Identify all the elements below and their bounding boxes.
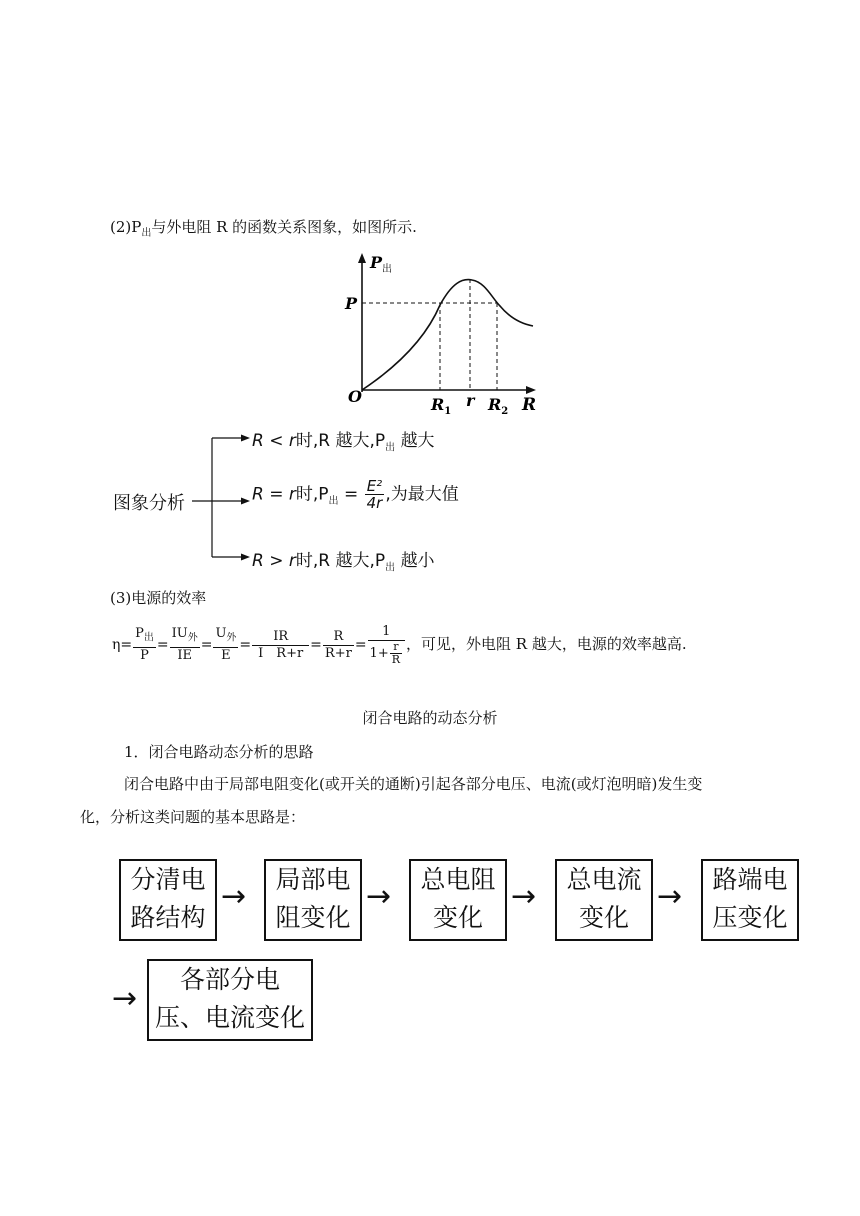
analysis-connectors (190, 430, 250, 570)
flow-box-local-resistance: 局部电 阻变化 (264, 859, 362, 941)
y-axis-label: $P_出$ (370, 253, 393, 275)
flow-box-total-resistance: 总电阻 变化 (409, 859, 507, 941)
item1-title: 1．闭合电路动态分析的思路 (124, 743, 314, 761)
flow-arrow-2: → (366, 879, 392, 914)
x-axis-label: R (522, 395, 537, 415)
fraction-3: $\frac{U_外}{E}$ (215, 626, 237, 663)
analysis-branch1: R < r时,R 越大$,P_出$ 越大 (252, 431, 435, 454)
r2-label: $R_2$ (488, 395, 509, 417)
flow-box-structure: 分清电 路结构 (119, 859, 217, 941)
flow-arrow-4: → (657, 879, 683, 914)
flow-box-total-current: 总电流 变化 (555, 859, 653, 941)
flow-arrow-1: → (221, 879, 247, 914)
fraction-4: $\frac{IR}{\text{I R+r}}$ (252, 629, 309, 662)
r-label: r (466, 391, 475, 410)
paragraph-line-1: 闭合电路中由于局部电阻变化(或开关的通断)引起各部分电压、电流(或灯泡明暗)发生变 (124, 775, 703, 793)
flow-box-partial-voltage-current: 各部分电 压、电流变化 (147, 959, 313, 1041)
analysis-branch2-arrowhead (241, 498, 250, 505)
p-level-label: P (345, 294, 358, 313)
flow-arrow-5: → (112, 981, 138, 1016)
analysis-branch2: R = r时$,P_出$ = $\frac{\text{E²}}{4r}$ ,为最大值 (252, 477, 459, 512)
efficiency-formula: η= $\frac{P_出}{P}$ = $\frac{IU_外}{IE}$ = $\frac{U_外}{E}$ = $\frac{IR}{\text{I R+r}}$ = $\frac{R}{R+r}$ = 1 1+ $\frac{r}{R}$ ，可见，外电阻 R 越大，电源的效率越高. (112, 624, 687, 666)
flow-arrow-3: → (511, 879, 537, 914)
fraction-5: $\frac{R}{R+r}$ (324, 628, 352, 661)
max-power-fraction: $\frac{\text{E²}}{4r}$ (366, 477, 383, 512)
analysis-branch3: R > r时,R 越大$,P_出$ 越小 (252, 551, 435, 574)
fraction-6: 1 1+ $\frac{r}{R}$ (368, 624, 405, 666)
paragraph-line-2: 化，分析这类问题的基本思路是： (80, 808, 306, 826)
fraction-1: $\frac{P_出}{P}$ (135, 626, 154, 663)
analysis-branch1-arrowhead (241, 435, 250, 442)
origin-label: O (348, 387, 362, 406)
section2-prefix: (2)P (110, 218, 142, 236)
analysis-root: 图象分析 (113, 493, 185, 514)
section3-title: (3)电源的效率 (110, 589, 207, 607)
power-curve-graph (340, 250, 540, 420)
r1-label: $R_1$ (431, 395, 452, 417)
flow-box-terminal-voltage: 路端电 压变化 (701, 859, 799, 941)
section2-sub: 出 (141, 228, 152, 239)
section2-text: 与外电阻 R 的函数关系图象，如图所示. (151, 218, 417, 236)
power-curve (362, 280, 533, 390)
section2-line (110, 216, 417, 239)
y-axis-arrowhead (358, 253, 366, 263)
fraction-2: $\frac{IU_外}{IE}$ (171, 626, 198, 663)
analysis-branch3-arrowhead (241, 554, 250, 561)
x-axis-arrowhead (526, 386, 536, 394)
section-heading: 闭合电路的动态分析 (362, 709, 498, 727)
